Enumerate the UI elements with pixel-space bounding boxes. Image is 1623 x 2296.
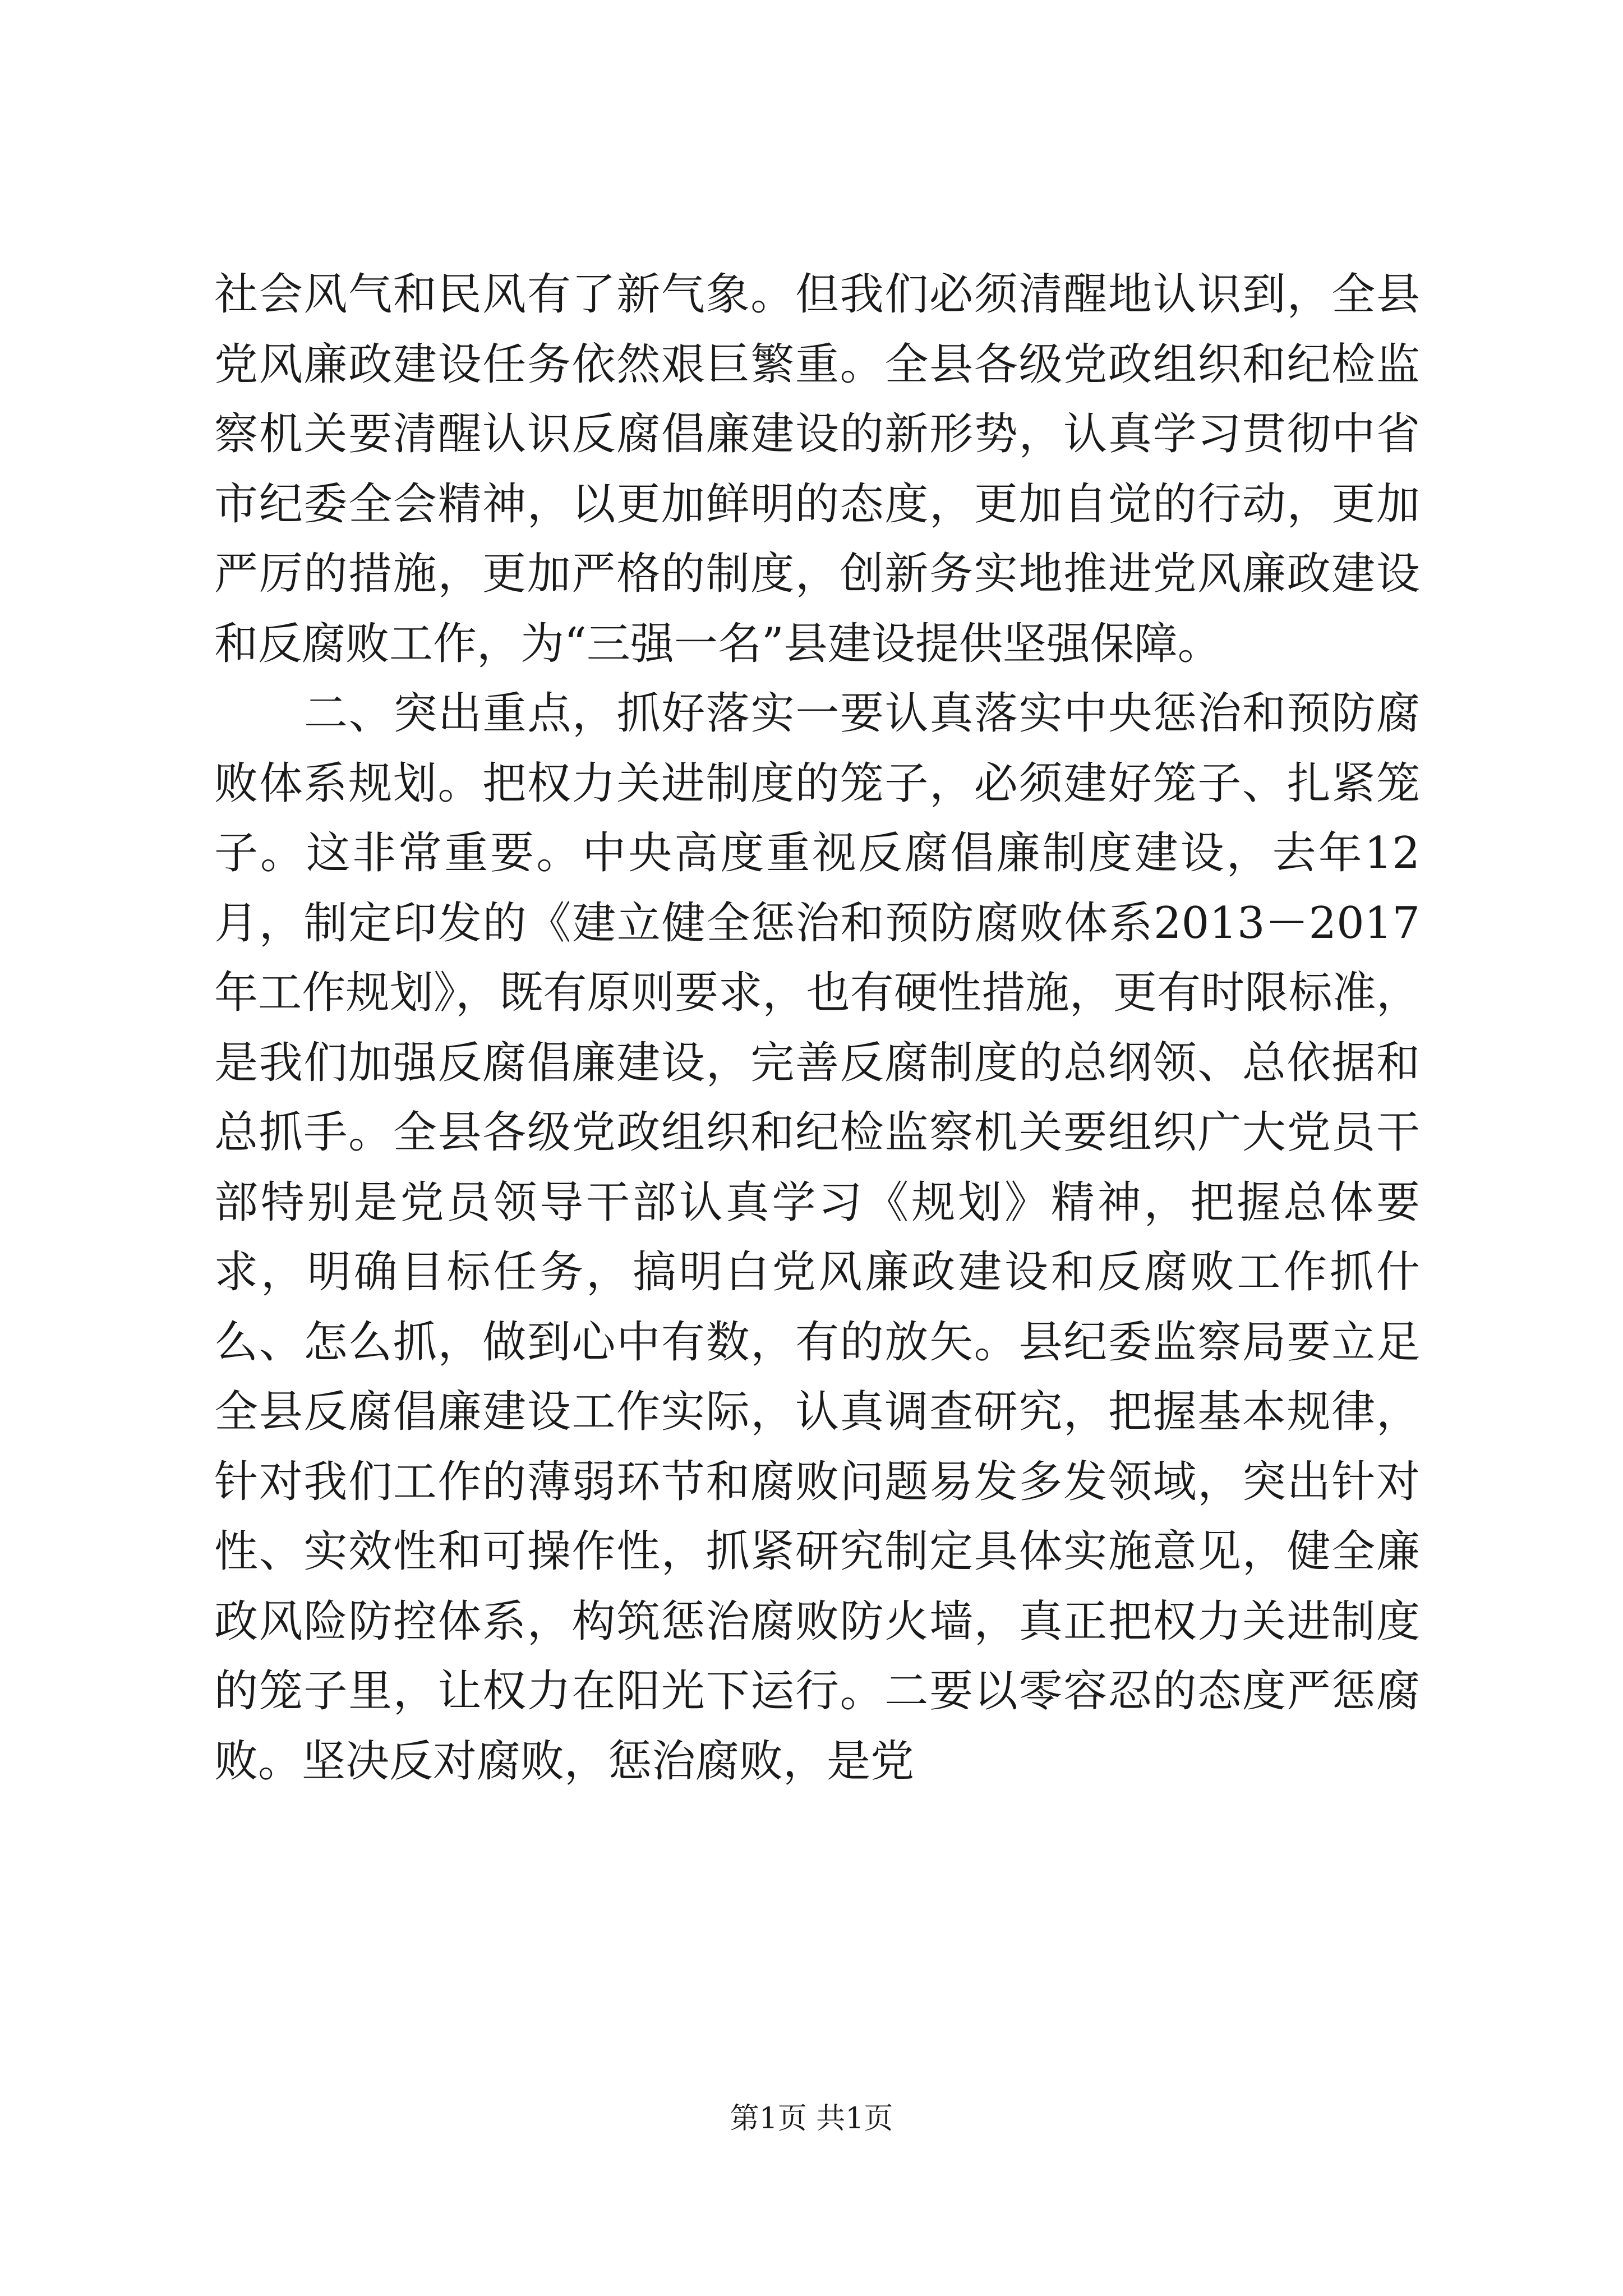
paragraph-1: 社会风气和民风有了新气象。但我们必须清醒地认识到，全县党风廉政建设任务依然艰巨繁重。全县各级党政组织和纪检监察机关要清醒认识反腐倡廉建设的新形势，认真学习贯彻中省市纪委全会精神，以更加鲜明的态度，更加自觉的行动，更加严厉的措施，更加严格的制度，创新务实地推进党风廉政建设和反腐败工作，为“三强一名”县建设提供坚强保障。 (214, 269, 1420, 669)
paragraph-2: 二、突出重点，抓好落实一要认真落实中央惩治和预防腐败体系规划。把权力关进制度的笼子，必须建好笼子、扎紧笼子。这非常重要。中央高度重视反腐倡廉制度建设，去年12月，制定印发的《建立健全惩治和预防腐败体系2013－2017年工作规划》，既有原则要求，也有硬性措施，更有时限标准，是我们加强反腐倡廉建设，完善反腐制度的总纲领、总依据和总抓手。全县各级党政组织和纪检监察机关要组织广大党员干部特别是党员领导干部认真学习《规划》精神，把握总体要求，明确目标任务，搞明白党风廉政建设和反腐败工作抓什么、怎么抓，做到心中有数，有的放矢。县纪委监察局要立足全县反腐倡廉建设工作实际，认真调查研究，把握基本规律，针对我们工作的薄弱环节和腐败问题易发多发领域，突出针对性、实效性和可操作性，抓紧研究制定具体实施意见，健全廉政风险防控体系，构筑惩治腐败防火墙，真正把权力关进制度的笼子里，让权力在阳光下运行。二要以零容忍的态度严惩腐败。坚决反对腐败，惩治腐败，是党 (214, 688, 1420, 1787)
page-footer: 第1页 共1页 (730, 2102, 893, 2136)
document-body (214, 260, 1420, 1796)
